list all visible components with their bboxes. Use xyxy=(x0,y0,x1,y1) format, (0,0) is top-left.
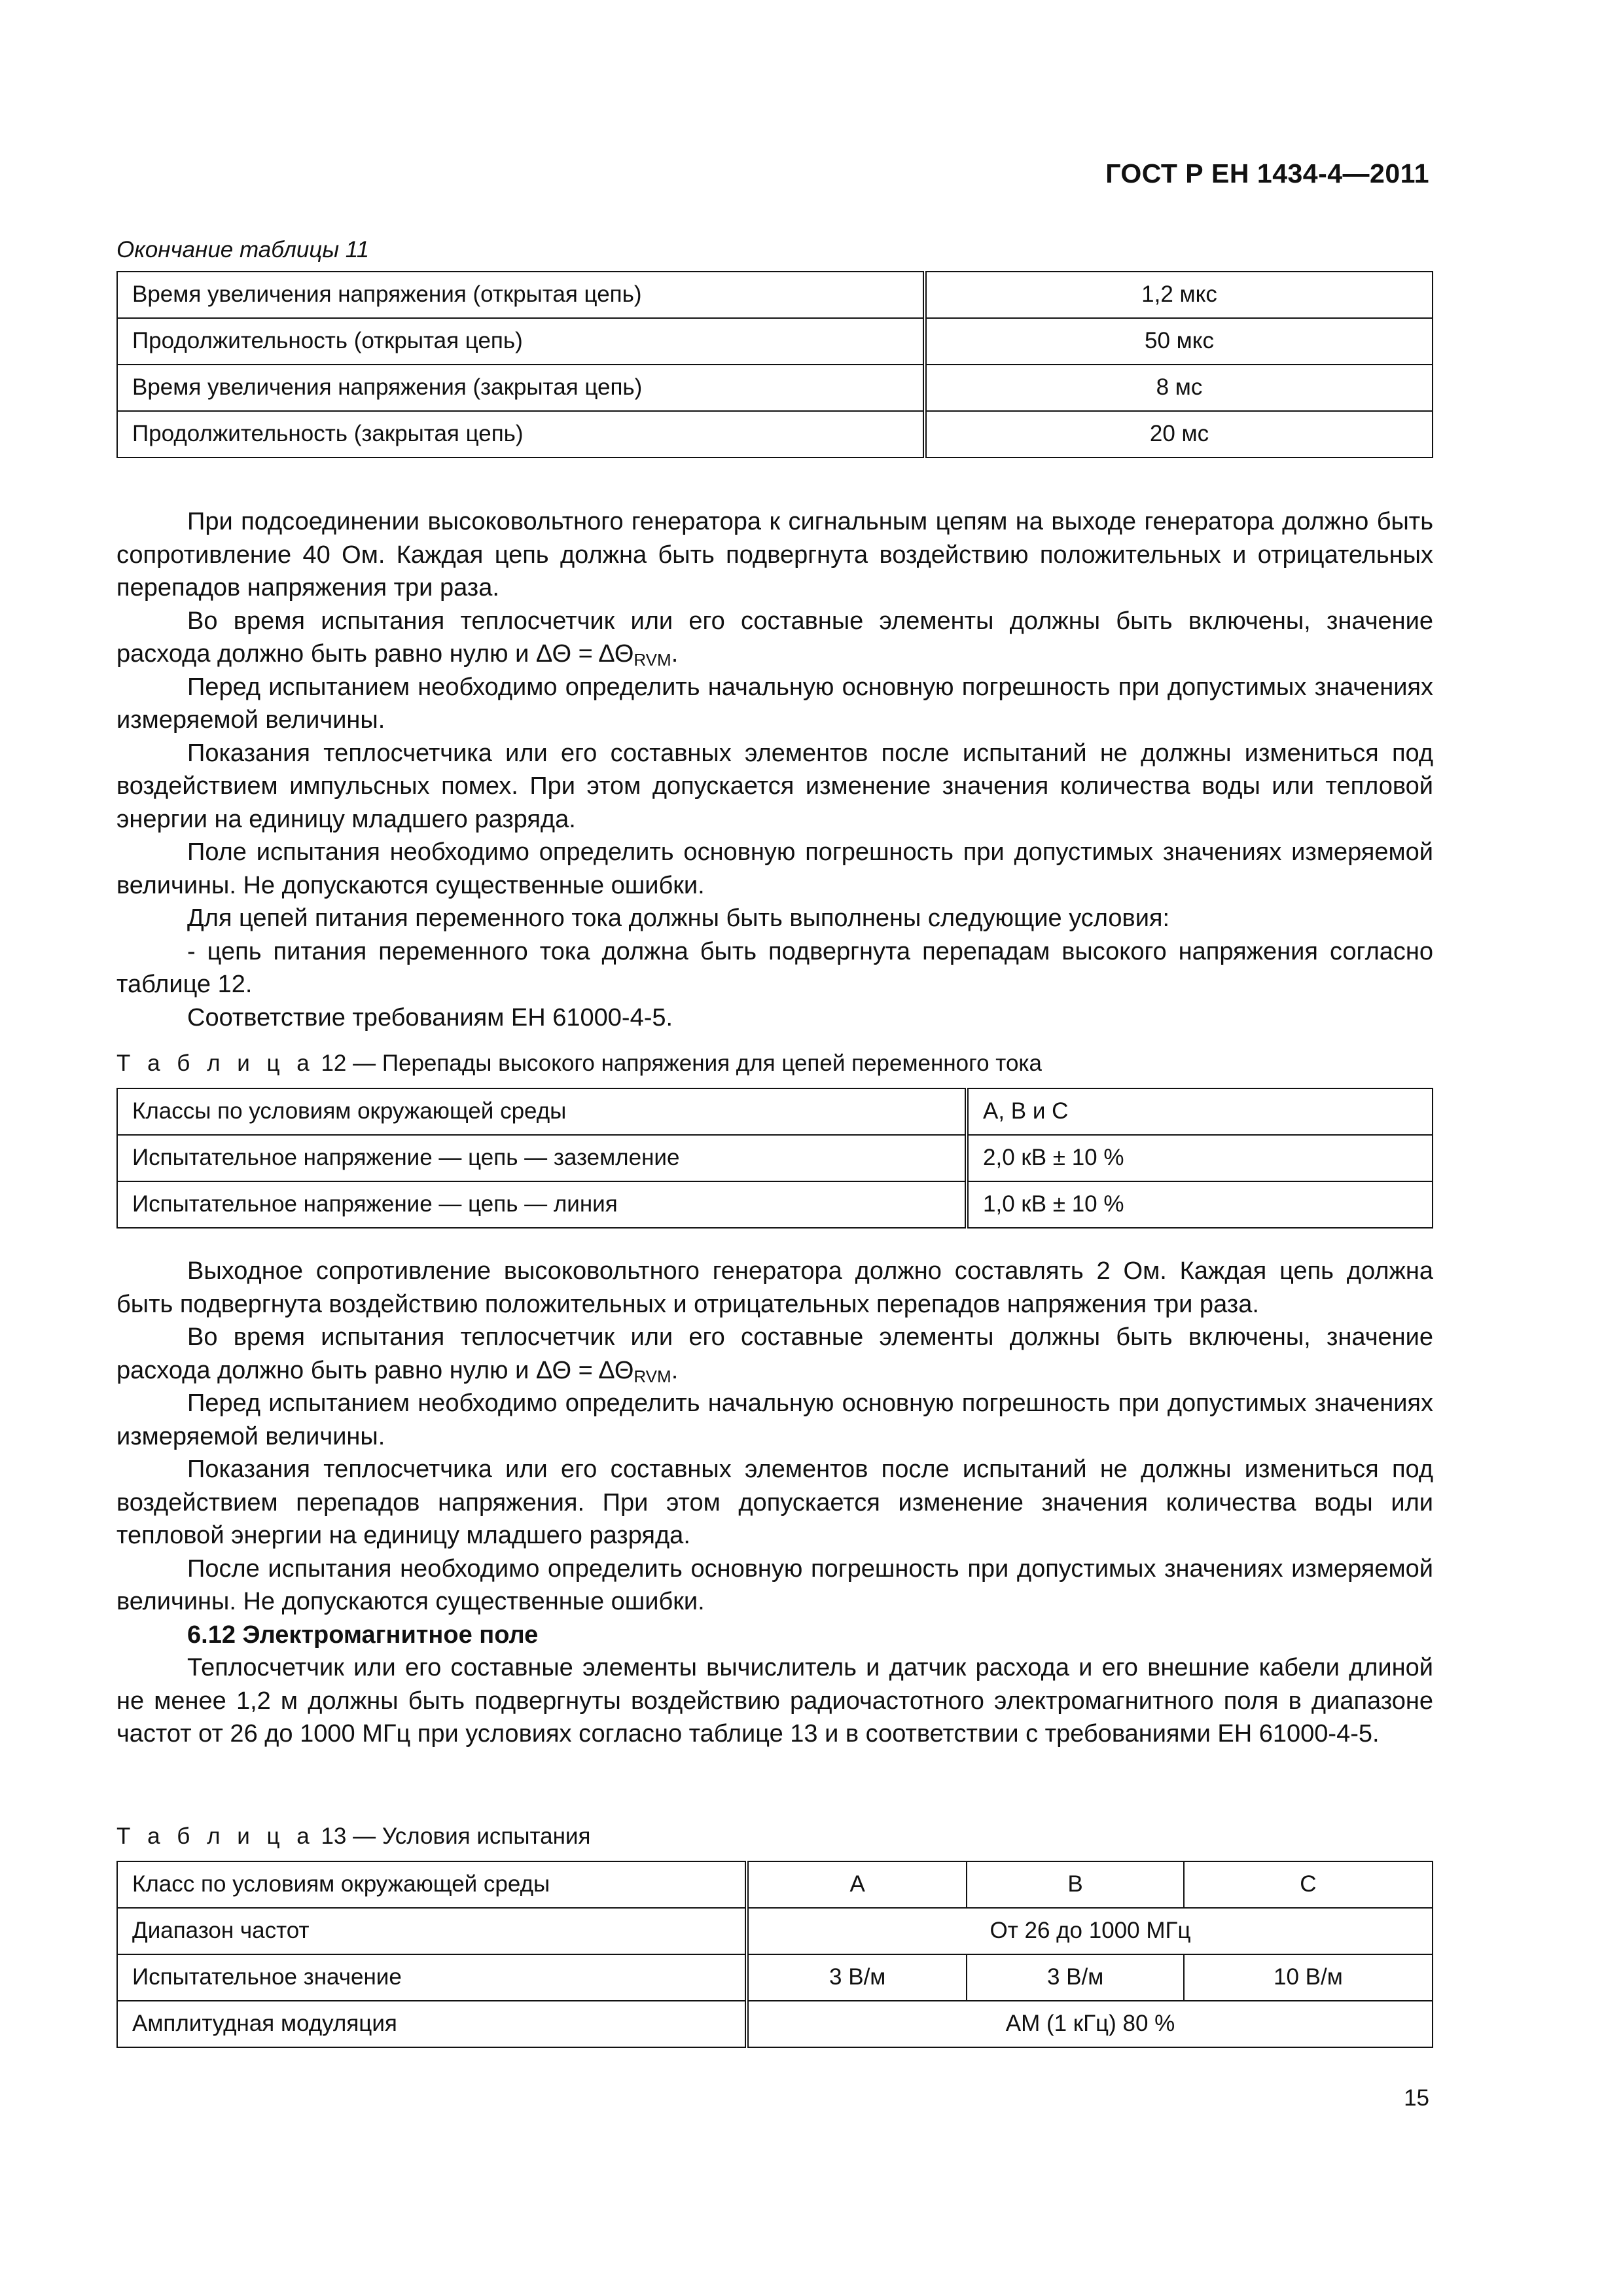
paragraph-text: Во время испытания теплосчетчик или его составные элементы должны быть включены, значение расхода должно быть равно нулю и ΔΘ = ΔΘ xyxy=(116,1323,1433,1384)
paragraph: Показания теплосчетчика или его составных элементов после испытаний не должны измениться под воздействием перепадов напряжения. При этом допускается изменение значения количества воды или тепловой энергии на единицу младшего разряда. xyxy=(116,1456,1433,1549)
table-cell: Испытательное напряжение — цепь — линия xyxy=(117,1181,967,1228)
paragraph-end: . xyxy=(671,1356,679,1384)
table-row xyxy=(117,1954,1433,2001)
table-cell: Продолжительность (открытая цепь) xyxy=(117,318,925,365)
table-cell: 8 мс xyxy=(925,365,1433,411)
table-cell: От 26 до 1000 МГц xyxy=(747,1908,1433,1954)
paragraph xyxy=(116,1321,1433,1387)
table-cell: Время увеличения напряжения (закрытая цепь) xyxy=(117,365,925,411)
table-cell: Продолжительность (закрытая цепь) xyxy=(117,411,925,457)
table-cell: 10 В/м xyxy=(1184,1954,1433,2001)
table-caption-text: 12 — Перепады высокого напряжения для цепей переменного тока xyxy=(321,1050,1042,1076)
paragraph: - цепь питания переменного тока должна быть подвергнута перепадам высокого напряжения согласно таблице 12. xyxy=(116,937,1433,998)
section-heading: 6.12 Электромагнитное поле xyxy=(187,1621,539,1649)
table-cell: А, В и С xyxy=(967,1088,1433,1135)
paragraph: Перед испытанием необходимо определить начальную основную погрешность при допустимых значениях измеряемой величины. xyxy=(116,673,1433,734)
paragraph: Соответствие требованиям ЕН 61000-4-5. xyxy=(187,1003,673,1031)
table-row xyxy=(117,411,1433,457)
table-cell: Испытательное значение xyxy=(117,1954,747,2001)
table-cell: Испытательное напряжение — цепь — заземление xyxy=(117,1135,967,1181)
table-row xyxy=(117,1861,1433,1908)
table-row xyxy=(117,1181,1433,1228)
table-cell: АМ (1 кГц) 80 % xyxy=(747,2001,1433,2047)
paragraph: При подсоединении высоковольтного генератора к сигнальным цепям на выходе генератора должно быть сопротивление 40 Ом. Каждая цепь должна быть подвергнута воздействию положительных и отрицательных перепадов напряжения три раза. xyxy=(116,508,1433,601)
table-cell: Амплитудная модуляция xyxy=(117,2001,747,2047)
table-11 xyxy=(116,271,1433,458)
table-row xyxy=(117,272,1433,318)
paragraph: Показания теплосчетчика или его составных элементов после испытаний не должны измениться под воздействием импульсных помех. При этом допускается изменение значения количества воды или тепловой энергии на единицу младшего разряда. xyxy=(116,739,1433,833)
table-cell: 20 мс xyxy=(925,411,1433,457)
table-13 xyxy=(116,1861,1433,2048)
table-cell: 2,0 кВ ± 10 % xyxy=(967,1135,1433,1181)
table-cell: 50 мкс xyxy=(925,318,1433,365)
paragraph-text: Во время испытания теплосчетчик или его составные элементы должны быть включены, значение расхода должно быть равно нулю и ΔΘ = ΔΘ xyxy=(116,607,1433,668)
table-row xyxy=(117,1088,1433,1135)
table-cell: В xyxy=(967,1861,1183,1908)
table-cell: Диапазон частот xyxy=(117,1908,747,1954)
body-text-block-2 xyxy=(116,1255,1433,1751)
table-cell: Время увеличения напряжения (открытая цепь) xyxy=(117,272,925,318)
subscript: RVM xyxy=(633,1366,671,1386)
paragraph: Для цепей питания переменного тока должны быть выполнены следующие условия: xyxy=(187,905,1170,932)
table-label: Т а б л и ц а xyxy=(116,1050,315,1076)
table-cell: 3 В/м xyxy=(747,1954,967,2001)
table-12 xyxy=(116,1088,1433,1229)
table-row xyxy=(117,318,1433,365)
table-cell: 3 В/м xyxy=(967,1954,1183,2001)
paragraph: Поле испытания необходимо определить основную погрешность при допустимых значениях измеряемой величины. Не допускаются существенные ошибки. xyxy=(116,838,1433,899)
table-13-caption xyxy=(116,1823,590,1850)
table-cell: Класс по условиям окружающей среды xyxy=(117,1861,747,1908)
paragraph: После испытания необходимо определить основную погрешность при допустимых значениях измеряемой величины. Не допускаются существенные ошибки. xyxy=(116,1554,1433,1615)
table-row xyxy=(117,2001,1433,2047)
paragraph: Выходное сопротивление высоковольтного генератора должно составлять 2 Ом. Каждая цепь должна быть подвергнута воздействию положительных и отрицательных перепадов напряжения три раза. xyxy=(116,1257,1433,1318)
table-cell: С xyxy=(1184,1861,1433,1908)
table-cell: А xyxy=(747,1861,967,1908)
subscript: RVM xyxy=(633,650,671,670)
table-12-caption xyxy=(116,1050,1042,1077)
paragraph: Перед испытанием необходимо определить начальную основную погрешность при допустимых значениях измеряемой величины. xyxy=(116,1390,1433,1450)
table-cell: 1,0 кВ ± 10 % xyxy=(967,1181,1433,1228)
table-row xyxy=(117,365,1433,411)
table-cell: Классы по условиям окружающей среды xyxy=(117,1088,967,1135)
paragraph: Теплосчетчик или его составные элементы вычислитель и датчик расхода и его внешние кабели длиной не менее 1,2 м должны быть подвергнуты воздействию радиочастотного электромагнитного поля в диапазоне частот от 26 до 1000 МГц при условиях согласно таблице 13 и в соответствии с требованиями ЕН 61000-4-5. xyxy=(116,1654,1433,1748)
table-row xyxy=(117,1135,1433,1181)
paragraph xyxy=(116,605,1433,671)
table-caption-text: 13 — Условия испытания xyxy=(321,1823,591,1849)
body-text-block-1 xyxy=(116,505,1433,1034)
table-row xyxy=(117,1908,1433,1954)
paragraph-end: . xyxy=(671,640,679,668)
document-code: ГОСТ Р ЕН 1434-4—2011 xyxy=(1105,158,1429,188)
table-cell: 1,2 мкс xyxy=(925,272,1433,318)
page-number: 15 xyxy=(1404,2085,1429,2111)
table-label: Т а б л и ц а xyxy=(116,1823,315,1849)
table-11-continuation-label: Окончание таблицы 11 xyxy=(116,237,370,262)
